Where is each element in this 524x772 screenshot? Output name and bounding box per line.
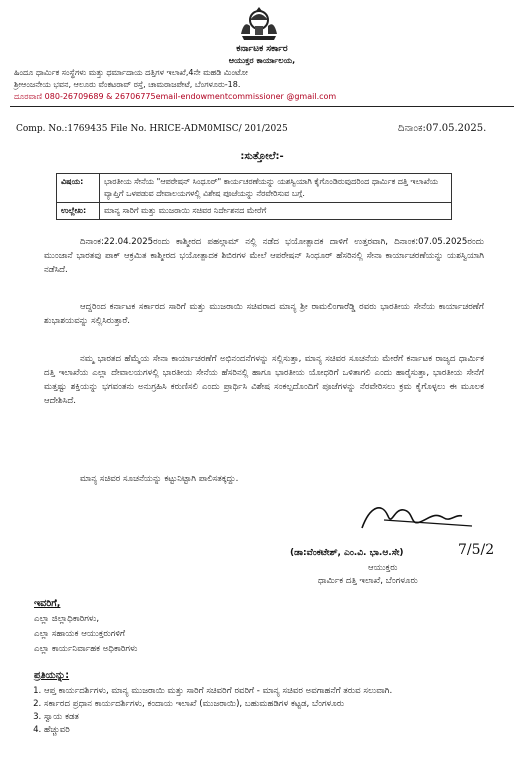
reference-number: Comp. No.:1769435 File No. HRICE-ADM0MISC/ 201/2025 — [16, 124, 288, 134]
reference-text: ಮಾನ್ಯ ಸಾರಿಗೆ ಮತ್ತು ಮುಜರಾಯಿ ಸಚಿವರ ನಿರ್ದೇಶನದ ಮೇರೆಗೆ — [100, 203, 452, 220]
copy-heading: ಪ್ರತಿಯನ್ನು: — [34, 670, 70, 681]
paragraph-1: ದಿನಾಂಕ:22.04.2025ರಂದು ಕಾಶ್ಮೀರದ ಪಹಲ್ಗಾಮ್ ನಲ್ಲಿ ನಡೆದ ಭಯೋತ್ಪಾದಕ ದಾಳಿಗೆ ಉತ್ತರವಾಗಿ, ದಿನಾಂಕ:07.05.2025ರಂದು ಮುಂಜಾನೆ ಭಾರತವು ಪಾಕ್ ಆಕ್ರಮಿತ ಕಾಶ್ಮೀರದ ಭಯೋತ್ಪಾದಕ ಶಿಬಿರಗಳ ಮೇಲೆ ಆಪರೇಷನ್ ಸಿಂಧೂರ್ ಹೆಸರಿನಲ್ಲಿ ಸೇನಾ ಕಾರ್ಯಾಚರಣೆಯನ್ನು ಯಶಸ್ವಿಯಾಗಿ ನಡೆಸಿದೆ. — [44, 237, 484, 275]
subject-table — [56, 173, 452, 220]
contact-line: ದೂರವಾಣಿ 080-26709689 & 26706775email-endowmentcommissioner @gmail.com — [14, 92, 337, 101]
karnataka-emblem-icon — [236, 6, 282, 42]
office-name: ಆಯುಕ್ತರ ಕಾರ್ಯಾಲಯ, — [228, 56, 296, 65]
copy-list — [20, 685, 514, 737]
paragraph-4: ಮಾನ್ಯ ಸಚಿವರ ಸೂಚನೆಯನ್ನು ಕಟ್ಟುನಿಟ್ಟಾಗಿ ಪಾಲಿಸತಕ್ಕದ್ದು. — [80, 474, 239, 484]
copy-list-item: 2. ಸರ್ಕಾರದ ಪ್ರಧಾನ ಕಾರ್ಯದರ್ಶಿಗಳು, ಕಂದಾಯ ಇಲಾಖೆ (ಮುಜರಾಯಿ), ಬಹುಮಹಡಿಗಳ ಕಟ್ಟಡ, ಬೆಂಗಳೂರು — [44, 698, 514, 711]
address-line: ಶ್ರೀಆಂಜನೇಯ ಭವನ, ಆಲೂರು ವೆಂಕಟರಾವ್ ರಸ್ತೆ, ಚಾಮರಾಜಪೇಟೆ, ಬೆಂಗಳೂರು-18. — [14, 80, 241, 89]
signatory-office: ಧಾರ್ಮಿಕ ದತ್ತಿ ಇಲಾಖೆ, ಬೆಂಗಳೂರು — [318, 576, 418, 586]
recipient-line: ಎಲ್ಲಾ ಜಿಲ್ಲಾಧಿಕಾರಿಗಳು, — [34, 614, 100, 624]
signatory-name: (ಡಾ:ವೆಂಕಟೇಶ್, ಎಂ.ವಿ. ಭಾ.ಆ.ಸೇ) — [290, 548, 404, 558]
paragraph-3: ನಮ್ಮ ಭಾರತದ ಹೆಮ್ಮೆಯ ಸೇನಾ ಕಾರ್ಯಾಚರಣೆಗೆ ಅಭಿನಂದನೆಗಳನ್ನು ಸಲ್ಲಿಸುತ್ತಾ, ಮಾನ್ಯ ಸಚಿವರ ಸೂಚನೆಯ ಮೇರೆಗೆ ಕರ್ನಾಟಕ ರಾಜ್ಯದ ಧಾರ್ಮಿಕ ದತ್ತಿ ಇಲಾಖೆಯ ಎಲ್ಲಾ ದೇವಾಲಯಗಳಲ್ಲಿ ಭಾರತೀಯ ಸೇನೆಯ ಹೆಸರಿನಲ್ಲಿ ಹಾಗೂ ಭಾರತೀಯ ಯೋಧರಿಗೆ ಒಳಿತಾಗಲಿ ಎಂದು ಹಾರೈಸುತ್ತಾ, ಭಾರತೀಯ ಸೇನೆಗೆ ಮತ್ತಷ್ಟು ಶಕ್ತಿಯನ್ನು ಭಗವಂತನು ಅನುಗ್ರಹಿಸಿ ಕರುಣಿಸಲಿ ಎಂದು ಪ್ರಾರ್ಥಿಸಿ ವಿಶೇಷ ಸಂಕಲ್ಪದೊಂದಿಗೆ ಪೂಜೆಗಳನ್ನು ನೆರವೇರಿಸಲು ಕ್ರಮ ಕೈಗೊಳ್ಳಲು ಈ ಮೂಲಕ ಆದೇಶಿಸಿದೆ. — [44, 354, 484, 406]
department-line: ಹಿಂದೂ ಧಾರ್ಮಿಕ ಸಂಸ್ಥೆಗಳು ಮತ್ತು ಧರ್ಮಾದಾಯ ದತ್ತಿಗಳ ಇಲಾಖೆ,4ನೇ ಮಹಡಿ ಮಿಂಟೋ — [14, 68, 248, 77]
copy-list-item: 4. ಹೆಚ್ಚುವರಿ — [44, 724, 514, 737]
recipients-heading: ಇವರಿಗೆ, — [34, 598, 61, 609]
handwritten-date: 7/5/2 — [458, 542, 495, 558]
header-divider — [10, 106, 514, 107]
subject-text: ಭಾರತೀಯ ಸೇನೆಯ "ಆಪರೇಷನ್ ಸಿಂಧೂರ್" ಕಾರ್ಯಚರಣೆಯನ್ನು ಯಶಸ್ವಿಯಾಗಿ ಕೈಗೊಂಡಿರುವುದರಿಂದ ಧಾರ್ಮಿಕ ದತ್ತಿ ಇಲಾಖೆಯ ವ್ಯಾಪ್ತಿಗೆ ಒಳಪಡುವ ದೇವಾಲಯಗಳಲ್ಲಿ ವಿಶೇಷ ಪೂಜೆಯನ್ನು ನೆರವೇರಿಸುವ ಬಗ್ಗೆ. — [100, 174, 452, 203]
copy-list-item: 1. ಆಪ್ತ ಕಾರ್ಯದರ್ಶಿಗಳು, ಮಾನ್ಯ ಮುಜರಾಯಿ ಮತ್ತು ಸಾರಿಗೆ ಸಚಿವರಿಗೆ ರವರಿಗೆ - ಮಾನ್ಯ ಸಚಿವರ ಅವಗಾಹನೆಗೆ ತರುವ ಸಲುವಾಗಿ. — [44, 685, 514, 698]
document-date: ದಿನಾಂಕ:07.05.2025. — [398, 123, 487, 134]
government-name: ಕರ್ನಾಟಕ ಸರ್ಕಾರ — [236, 44, 288, 54]
subject-label: ವಿಷಯ: — [57, 174, 100, 203]
signatory-designation: ಆಯುಕ್ತರು — [368, 563, 398, 573]
circular-title: :ಸುತ್ತೋಲೆ:- — [240, 151, 284, 162]
paragraph-2: ಆದ್ದರಿಂದ ಕರ್ನಾಟಕ ಸರ್ಕಾರದ ಸಾರಿಗೆ ಮತ್ತು ಮುಜರಾಯಿ ಸಚಿವರಾದ ಮಾನ್ಯ ಶ್ರೀ ರಾಮಲಿಂಗಾರೆಡ್ಡಿ ರವರು ಭಾರತೀಯ ಸೇನೆಯ ಕಾರ್ಯಾಚರಣೆಗೆ ಶುಭಾಶಯವನ್ನು ಸಲ್ಲಿಸಿರುತ್ತಾರೆ. — [44, 302, 484, 326]
recipient-line: ಎಲ್ಲಾ ಸಹಾಯಕ ಆಯುಕ್ತರುಗಳಿಗೆ — [34, 629, 126, 639]
recipient-line: ಎಲ್ಲಾ ಕಾರ್ಯನಿರ್ವಾಹಕ ಅಧಿಕಾರಿಗಳು — [34, 644, 138, 654]
copy-list-item: 3. ಸ್ವಾಯ ಕಡತ — [44, 711, 514, 724]
reference-label: ಉಲ್ಲೇಖ: — [57, 203, 100, 220]
handwritten-signature — [322, 496, 492, 540]
